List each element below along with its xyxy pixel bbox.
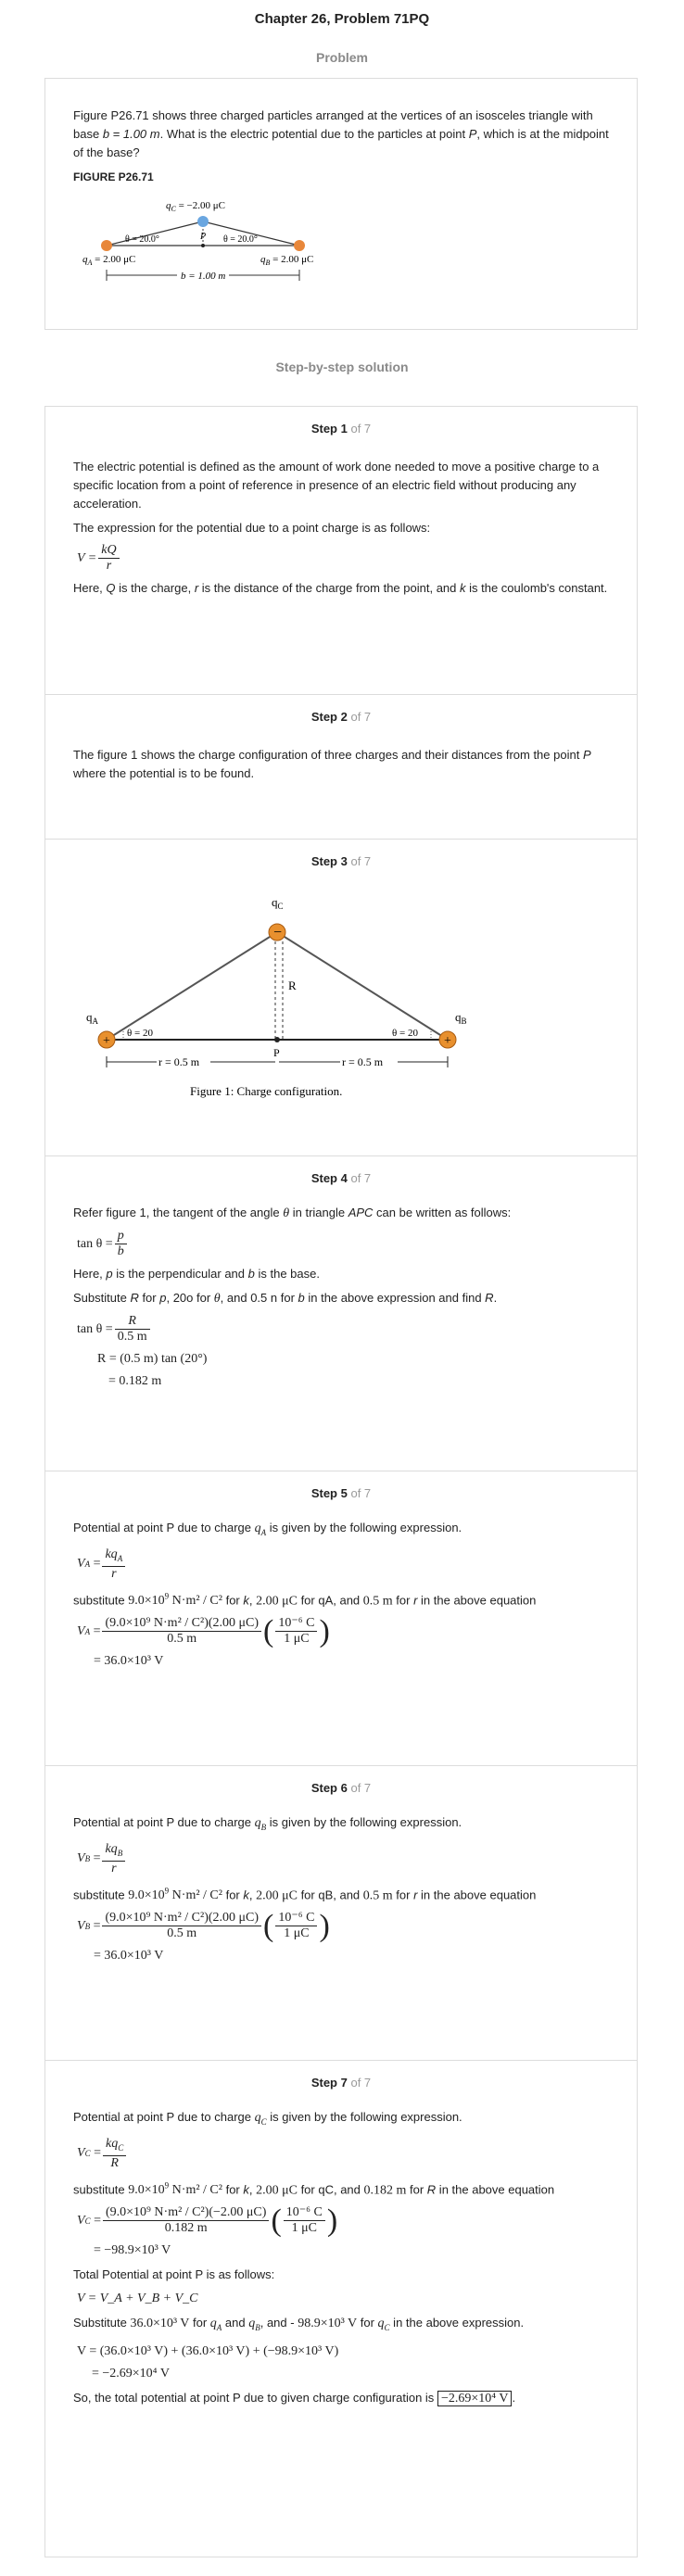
step-7-final-result: = −2.69×10⁴ V (92, 2367, 170, 2381)
step-6-header: Step 6 of 7 (310, 1781, 372, 1795)
step-4-substitute: Substitute R for p, 20o for θ, and 0.5 n for b in the above expression and find R. (73, 1291, 498, 1306)
step-4-card (44, 1156, 638, 1471)
r-right-label: r = 0.5 m (342, 1055, 384, 1068)
step-1-header: Step 1 of 7 (310, 422, 372, 436)
final-answer: −2.69×10⁴ V (437, 2391, 513, 2406)
step-4-header: Step 4 of 7 (310, 1171, 372, 1185)
step-2-header: Step 2 of 7 (310, 710, 372, 724)
svg-text:−: − (273, 925, 283, 941)
figure-caption: Figure 1: Charge configuration. (190, 1084, 343, 1098)
step-6-equation: V B = $\frac{kq_B}{r}$ (77, 1842, 609, 1876)
point-p (274, 1037, 280, 1042)
step-5-card (44, 1471, 638, 1766)
step-4-intro: Refer figure 1, the tangent of the angle θ in triangle APC can be written as follows: (73, 1206, 512, 1220)
problem-text: Figure P26.71 shows three charged particles arranged at the vertices of an isosceles triangle with base b = 1.00 m. What is the electric potential due to the particles at point P, which is at the midpoint of the base? (73, 108, 609, 159)
qa-label: $q_A = 2.00$ μC (82, 254, 136, 267)
svg-text:+: + (444, 1034, 451, 1048)
step-6-intro: Potential at point P due to charge $q_B$ is given by the following expression. (73, 1815, 462, 1832)
theta-right-fig-label: θ = 20 (392, 1028, 418, 1039)
problem-heading: Problem (315, 50, 368, 65)
step-7-equation: V C = $\frac{kq_C}{R}$ (77, 2137, 609, 2171)
step-7-calculation: V C = $\frac{\text{(9.0×10⁹ N·m² / C²)(−2.00 μC)}}{0.182 m}$ ( $\frac{\text{10⁻⁶ C}}{1 \mu C}$ ) (77, 2203, 338, 2238)
figure-label: FIGURE P26.71 (73, 170, 154, 183)
step-1-equation: V = $\frac{kQ}{r}$ (77, 543, 609, 574)
step-6-result: = 36.0×10³ V (94, 1949, 164, 1964)
step-7-substitute: substitute $9.0\times 10^9$ N·m² / C² for k, 2.00 μC for qC, and 0.182 m for R in the above equation (73, 2180, 555, 2198)
step-1-card (44, 406, 638, 695)
step-5-header: Step 5 of 7 (310, 1486, 372, 1500)
step-1-definition: The electric potential is defined as the amount of work done needed to move a positive charge to a specific location from a point of reference in presence of an electric field without producing any acceleration. (73, 460, 600, 511)
step-2-text: The figure 1 shows the charge configuration of three charges and their distances from the point P where the potential is to be found. (73, 748, 591, 780)
step-5-intro: Potential at point P due to charge $q_A$ is given by the following expression. (73, 1521, 462, 1537)
problem-figure (45, 197, 639, 318)
step-5-result: = 36.0×10³ V (94, 1654, 164, 1669)
step-7-conclusion: So, the total potential at point P due to given charge configuration is −2.69×10⁴ V . (73, 2391, 516, 2406)
step-4-r-expression: R = (0.5 m) tan (20°) (97, 1352, 208, 1366)
step-7-card (44, 2061, 638, 2557)
step-5-equation: V A = $\frac{kq_A}{r}$ (77, 1547, 609, 1582)
step-3-header: Step 3 of 7 (310, 854, 372, 868)
solution-heading: Step-by-step solution (275, 360, 409, 374)
svg-text:+: + (103, 1034, 110, 1048)
charge-c (197, 216, 209, 227)
qb-fig-label: $q_B$ (455, 1010, 467, 1026)
r-left-label: r = 0.5 m (158, 1055, 200, 1068)
step-4-r-result: = 0.182 m (108, 1374, 162, 1388)
theta-left-fig-label: θ = 20 (127, 1028, 153, 1039)
problem-card (44, 78, 638, 330)
qa-fig-label: $q_A$ (86, 1010, 98, 1026)
step-7-total-substitute: Substitute 36.0×10³ V for $q_A$ and $q_B$, and - 98.9×10³ V for $q_C$ in the above expression. (73, 2316, 525, 2333)
qc-label: $q_C = -2.00$ μC (166, 200, 225, 213)
step-4-tan-substituted: tan θ = $\frac{R}{0.5 m}$ (77, 1314, 609, 1345)
base-label: b = 1.00 m (181, 271, 226, 282)
step-7-final-equation: V = (36.0×10³ V) + (36.0×10³ V) + (−98.9×10³ V) (77, 2344, 339, 2359)
p-label: P (200, 232, 207, 242)
step-1-expression-intro: The expression for the potential due to a point charge is as follows: (73, 521, 431, 535)
theta-left-label: θ = 20.0° (125, 234, 159, 245)
step-7-intro: Potential at point P due to charge $q_C$ is given by the following expression. (73, 2110, 462, 2127)
charge-a (101, 240, 112, 251)
step-6-substitute: substitute $9.0\times 10^9$ N·m² / C² for k, 2.00 μC for qB, and 0.5 m for r in the above equation (73, 1886, 537, 1903)
step-5-substitute: substitute $9.0\times 10^9$ N·m² / C² for k, 2.00 μC for qA, and 0.5 m for r in the above equation (73, 1591, 537, 1609)
theta-right-label: θ = 20.0° (223, 234, 258, 245)
step-2-card (44, 695, 638, 840)
page-title: Chapter 26, Problem 71PQ (254, 11, 430, 27)
qc-fig-label: $q_C$ (272, 895, 284, 911)
step-3-card (44, 840, 638, 1156)
charge-configuration-figure (45, 880, 639, 1149)
step-7-header: Step 7 of 7 (310, 2076, 372, 2090)
step-7-total-intro: Total Potential at point P is as follows: (73, 2267, 275, 2282)
step-4-tan-equation: tan θ = $\frac{p}{b}$ (77, 1229, 609, 1259)
step-6-card (44, 1766, 638, 2061)
p-fig-label: P (273, 1046, 280, 1059)
r-height-label: R (288, 979, 297, 992)
charge-b (294, 240, 305, 251)
step-6-calculation: V B = $\frac{\text{(9.0×10⁹ N·m² / C²)(2.00 μC)}}{0.5 m}$ ( $\frac{\text{10⁻⁶ C}}{1 \mu C}$ ) (77, 1908, 330, 1943)
step-4-definitions: Here, p is the perpendicular and b is the base. (73, 1267, 320, 1281)
qb-label: $q_B = 2.00$ μC (260, 254, 314, 267)
step-7-result: = −98.9×10³ V (94, 2243, 171, 2258)
step-5-calculation: V A = $\frac{\text{(9.0×10⁹ N·m² / C²)(2.00 μC)}}{0.5 m}$ ( $\frac{\text{10⁻⁶ C}}{1 \mu C}$ ) (77, 1613, 330, 1648)
step-1-explanation: Here, Q is the charge, r is the distance of the charge from the point, and k is the coulomb's constant. (73, 581, 608, 595)
step-7-total-equation: V = V_A + V_B + V_C (77, 2292, 198, 2306)
